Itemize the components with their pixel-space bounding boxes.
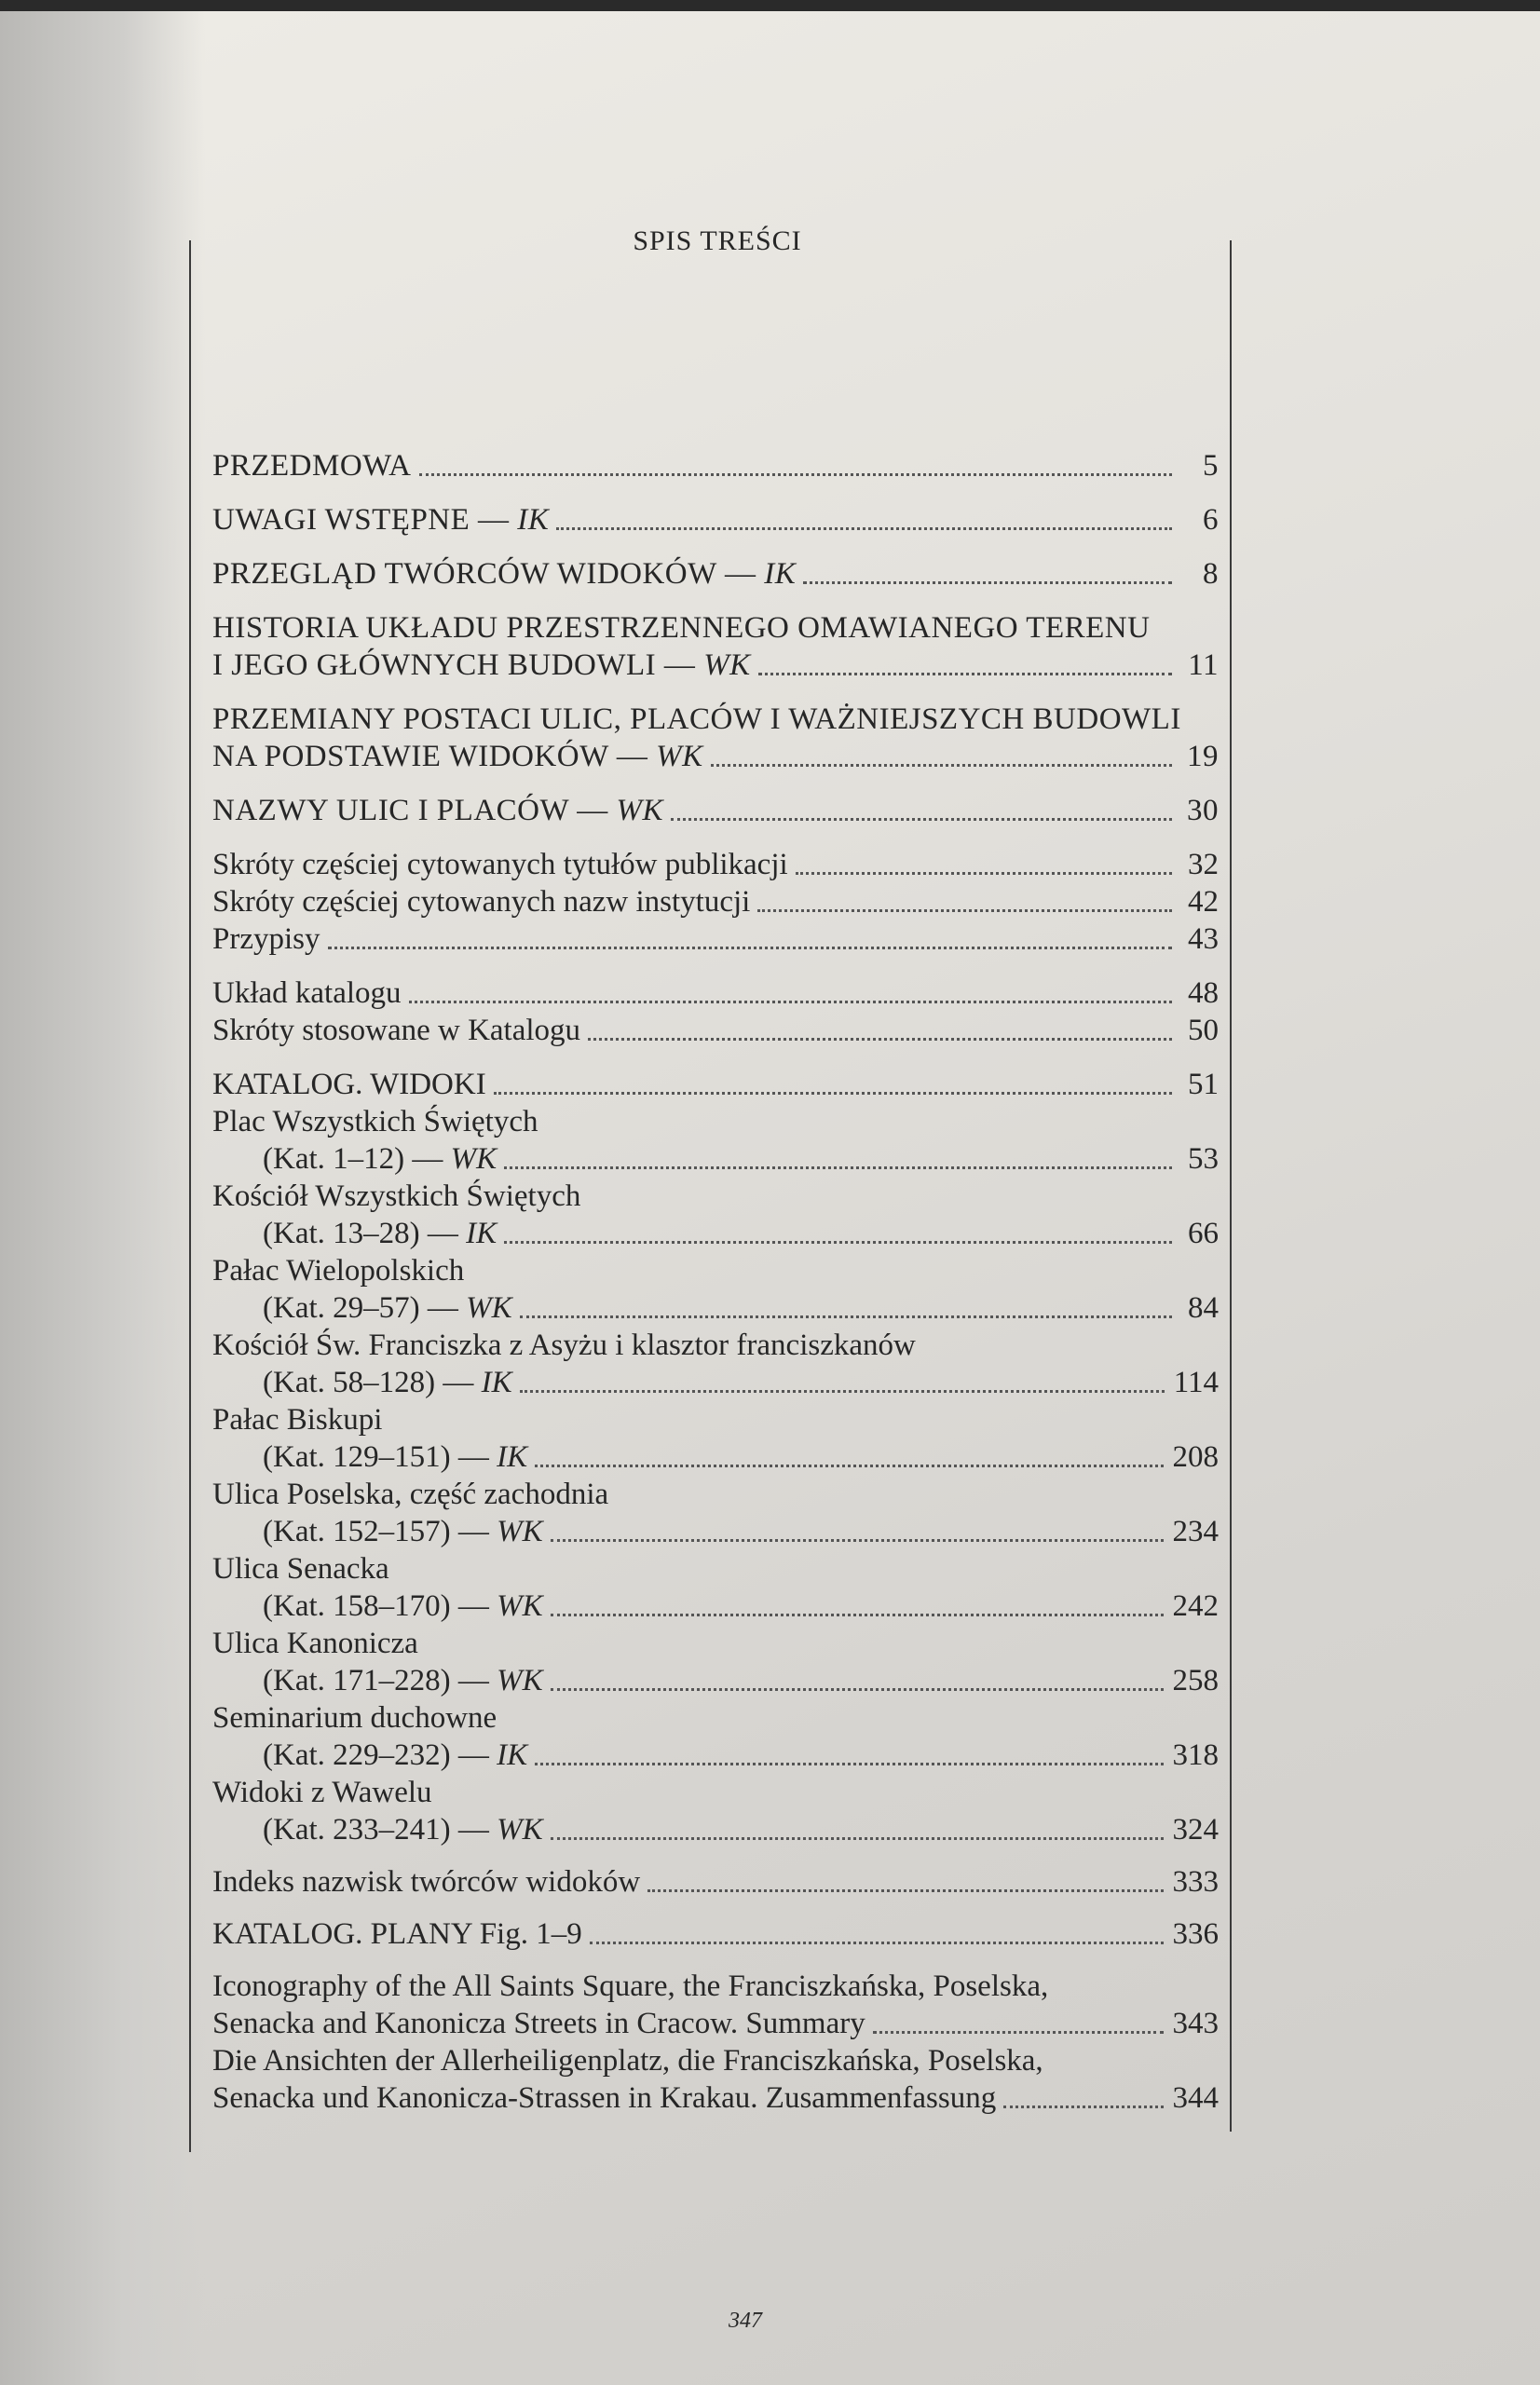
toc-page: 343 [1172,2007,1219,2040]
toc-entry[interactable]: NAZWY ULIC I PLACÓW — WK 30 [212,794,1219,827]
dot-leader [873,2031,1164,2034]
toc-entry-title: Widoki z Wawelu [212,1776,432,1809]
toc-page: 66 [1188,1217,1219,1250]
toc-entry-title: Kościół Św. Franciszka z Asyżu i klasztor franciszkanów [212,1329,916,1362]
toc-entry-title: Ulica Senacka [212,1552,389,1586]
toc-entry[interactable]: Kościół Św. Franciszka z Asyżu i klasztor franciszkanów (Kat. 58–128) — IK 114 [212,1329,1219,1399]
page-title: SPIS TREŚCI [633,225,802,256]
toc-page: 19 [1187,740,1219,773]
toc-entry[interactable]: Kościół Wszystkich Świętych (Kat. 13–28) — IK 66 [212,1179,1219,1250]
dot-leader [409,1001,1172,1003]
toc-entry-title: Kościół Wszystkich Świętych [212,1179,581,1213]
toc-entry[interactable]: KATALOG. PLANY Fig. 1–9 336 [212,1917,1219,1951]
dot-leader [803,581,1172,584]
toc-page: 114 [1173,1366,1219,1399]
dot-leader [671,818,1172,821]
dot-leader [758,673,1172,675]
toc-page: 50 [1188,1014,1219,1047]
toc-page: 344 [1172,2081,1219,2115]
toc-page: 5 [1203,449,1219,483]
toc-entry[interactable]: KATALOG. WIDOKI 51 [212,1068,1219,1101]
toc-entry[interactable]: HISTORIA UKŁADU PRZESTRZENNEGO OMAWIANEGO TERENU I JEGO GŁÓWNYCH BUDOWLI — WK 11 [212,611,1219,682]
toc-entry[interactable]: Układ katalogu 48 [212,976,1219,1010]
toc-page: 11 [1188,648,1219,682]
left-margin-rule [189,240,191,2152]
toc-entry[interactable]: Skróty częściej cytowanych nazw instytucji 42 [212,885,1219,919]
dot-leader [419,473,1172,476]
toc-page: 53 [1188,1142,1219,1176]
dot-leader [328,947,1173,949]
toc-page: 324 [1172,1813,1219,1847]
toc-entry-title: PRZEMIANY POSTACI ULIC, PLACÓW I WAŻNIEJSZYCH BUDOWLI [212,702,1181,736]
toc-entry[interactable]: Ulica Poselska, część zachodnia (Kat. 152–157) — WK 234 [212,1478,1219,1548]
toc-page: 258 [1172,1664,1219,1697]
dot-leader [588,1038,1172,1041]
toc-page: 42 [1188,885,1219,919]
toc-page: 8 [1203,557,1219,591]
toc-entry-title: Ulica Kanonicza [212,1627,418,1660]
toc-entry-title: Pałac Biskupi [212,1403,383,1437]
toc-entry-title: Pałac Wielopolskich [212,1254,465,1288]
toc-page: 318 [1172,1738,1219,1772]
toc-entry-title: Iconography of the All Saints Square, the Franciszkańska, Poselska, [212,1969,1049,2003]
dot-leader [556,527,1172,530]
dot-leader [757,909,1172,912]
dot-leader [551,1837,1164,1840]
toc-entry[interactable]: Pałac Wielopolskich (Kat. 29–57) — WK 84 [212,1254,1219,1325]
top-edge-shadow [0,0,1540,11]
dot-leader [520,1390,1165,1393]
toc-page: 242 [1172,1589,1219,1623]
table-of-contents [212,447,1219,2117]
toc-page: 51 [1188,1068,1219,1101]
toc-page: 43 [1188,922,1219,956]
toc-page: 336 [1172,1917,1219,1951]
toc-page: 208 [1172,1440,1219,1474]
toc-entry[interactable]: Die Ansichten der Allerheiligenplatz, die Franciszkańska, Poselska, Senacka und Kanonicza-Strassen in Krakau. Zusammenfassung 344 [212,2044,1219,2115]
dot-leader [590,1942,1164,1944]
toc-page: 234 [1172,1515,1219,1548]
dot-leader [796,872,1172,875]
toc-entry[interactable]: Widoki z Wawelu (Kat. 233–241) — WK 324 [212,1776,1219,1847]
toc-entry[interactable]: UWAGI WSTĘPNE — IK 6 [212,503,1219,537]
toc-page: 84 [1188,1291,1219,1325]
toc-entry[interactable]: PRZEGLĄD TWÓRCÓW WIDOKÓW — IK 8 [212,557,1219,591]
toc-page: 6 [1203,503,1219,537]
dot-leader [535,1763,1163,1765]
right-margin-rule [1230,240,1232,2132]
dot-leader [711,764,1172,767]
toc-page: 30 [1187,794,1219,827]
dot-leader [1003,2106,1163,2108]
toc-entry[interactable]: PRZEDMOWA 5 [212,449,1219,483]
dot-leader [551,1688,1164,1691]
toc-entry[interactable]: Skróty częściej cytowanych tytułów publikacji 32 [212,848,1219,881]
toc-entry-title: Seminarium duchowne [212,1701,497,1735]
dot-leader [504,1241,1172,1244]
toc-entry[interactable]: Indeks nazwisk twórców widoków 333 [212,1865,1219,1899]
toc-page: 333 [1172,1865,1219,1899]
toc-entry-title: HISTORIA UKŁADU PRZESTRZENNEGO OMAWIANEGO TERENU [212,611,1151,645]
toc-entry[interactable]: Iconography of the All Saints Square, the Franciszkańska, Poselska, Senacka and Kanonicza Streets in Cracow. Summary 343 [212,1969,1219,2040]
toc-entry[interactable]: Seminarium duchowne (Kat. 229–232) — IK 318 [212,1701,1219,1772]
dot-leader [647,1889,1163,1892]
toc-entry[interactable]: Ulica Senacka (Kat. 158–170) — WK 242 [212,1552,1219,1623]
toc-entry[interactable]: Pałac Biskupi (Kat. 129–151) — IK 208 [212,1403,1219,1474]
dot-leader [551,1539,1164,1542]
dot-leader [535,1465,1163,1467]
dot-leader [551,1614,1164,1616]
toc-entry[interactable]: Plac Wszystkich Świętych (Kat. 1–12) — WK 53 [212,1105,1219,1176]
toc-entry-title: Ulica Poselska, część zachodnia [212,1478,609,1511]
dot-leader [504,1166,1172,1169]
toc-entry[interactable]: Skróty stosowane w Katalogu 50 [212,1014,1219,1047]
binding-shadow [0,0,205,2385]
toc-entry-title: Die Ansichten der Allerheiligenplatz, die Franciszkańska, Poselska, [212,2044,1043,2078]
toc-page: 32 [1188,848,1219,881]
toc-entry[interactable]: Przypisy 43 [212,922,1219,956]
toc-entry[interactable]: Ulica Kanonicza (Kat. 171–228) — WK 258 [212,1627,1219,1697]
dot-leader [494,1092,1172,1095]
page-number: 347 [729,2309,762,2333]
toc-entry[interactable]: PRZEMIANY POSTACI ULIC, PLACÓW I WAŻNIEJSZYCH BUDOWLI NA PODSTAWIE WIDOKÓW — WK 19 [212,702,1219,773]
toc-entry-title: Plac Wszystkich Świętych [212,1105,538,1138]
toc-page: 48 [1188,976,1219,1010]
dot-leader [520,1315,1172,1318]
